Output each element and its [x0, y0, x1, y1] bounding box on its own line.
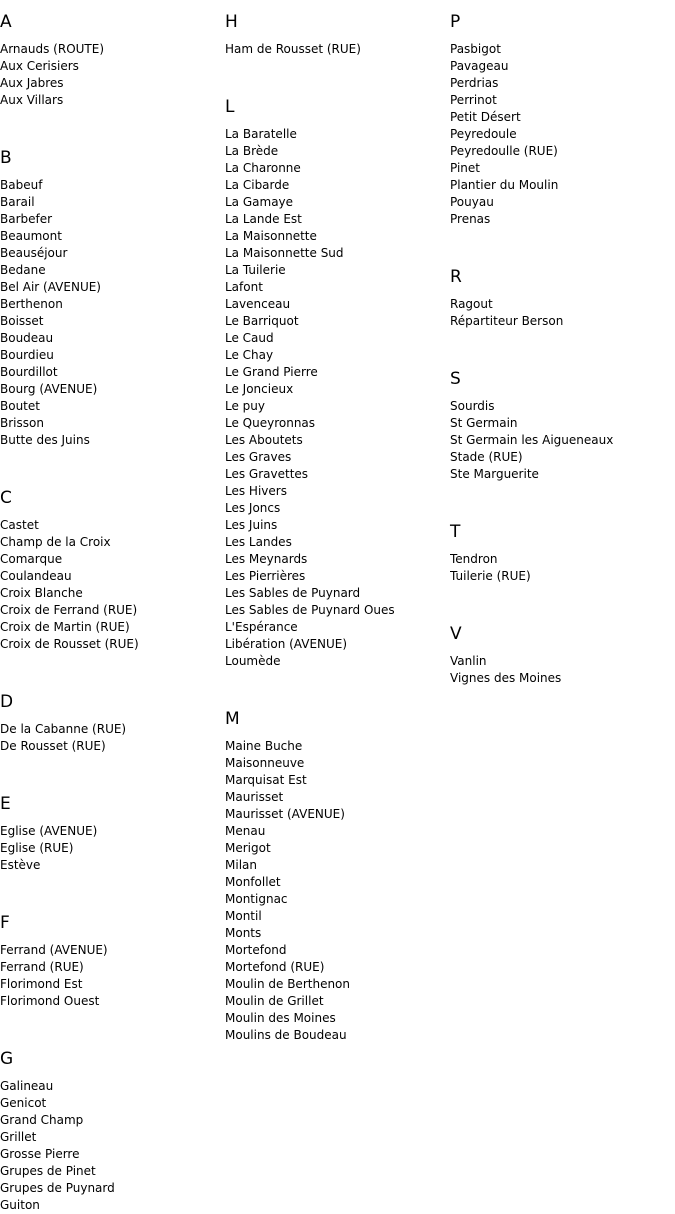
street-name: Grosse Pierre	[0, 1147, 80, 1161]
street-name: Aux Villars	[0, 93, 64, 107]
street-name: Milan	[225, 858, 257, 872]
section-spacer	[0, 755, 222, 782]
street-name: Peyredoulle (RUE)	[450, 144, 558, 158]
letter-heading: G	[0, 1049, 14, 1069]
street-list	[0, 1078, 222, 1214]
column-2	[225, 0, 447, 1044]
street-name: St Germain les Aigueneaux	[450, 433, 614, 447]
street-name: Peyredoule	[450, 127, 517, 141]
letter-heading: C	[0, 488, 12, 508]
street-name: Maisonneuve	[225, 756, 305, 770]
street-name: Moulins de Boudeau	[225, 1028, 347, 1042]
street-name: St Germain	[450, 416, 518, 430]
letter-heading: T	[450, 522, 461, 542]
street-name: Ragout	[450, 297, 493, 311]
street-name: Florimond Est	[0, 977, 83, 991]
street-name: Perdrias	[450, 76, 499, 90]
letter-section-p	[450, 11, 672, 255]
street-name: Ferrand (RUE)	[0, 960, 84, 974]
street-name: Le Grand Pierre	[225, 365, 318, 379]
letter-section-v	[450, 623, 672, 687]
street-list	[225, 41, 447, 58]
street-list	[225, 126, 447, 670]
letter-heading: M	[225, 709, 240, 729]
letter-heading: R	[450, 267, 462, 287]
street-name: Genicot	[0, 1096, 47, 1110]
street-name: Beauséjour	[0, 246, 68, 260]
street-list	[0, 41, 222, 109]
street-name: La Gamaye	[225, 195, 294, 209]
street-name: Tendron	[450, 552, 498, 566]
street-list	[0, 942, 222, 1010]
street-name: Mortefond	[225, 943, 287, 957]
street-name: Pavageau	[450, 59, 509, 73]
street-name: Estève	[0, 858, 41, 872]
letter-section-a	[0, 11, 222, 136]
street-name: Eglise (RUE)	[0, 841, 74, 855]
street-name: L'Espérance	[225, 620, 298, 634]
street-name: Les Pierrières	[225, 569, 306, 583]
letter-heading: V	[450, 624, 462, 644]
street-name: Bel Air (AVENUE)	[0, 280, 101, 294]
section-spacer	[450, 330, 672, 357]
street-name: Loumède	[225, 654, 281, 668]
street-name: La Cibarde	[225, 178, 290, 192]
street-name: Aux Jabres	[0, 76, 64, 90]
street-name: Les Joncs	[225, 501, 281, 515]
street-name: Comarque	[0, 552, 63, 566]
street-name: Arnauds (ROUTE)	[0, 42, 105, 56]
street-name: Les Hivers	[225, 484, 287, 498]
letter-section-r	[450, 266, 672, 357]
street-list	[225, 738, 447, 1044]
letter-section-b	[0, 147, 222, 476]
street-name: Les Meynards	[225, 552, 308, 566]
letter-section-s	[450, 368, 672, 510]
street-list	[0, 517, 222, 653]
street-name: Boudeau	[0, 331, 54, 345]
street-name: Maurisset (AVENUE)	[225, 807, 345, 821]
street-name: Bourg (AVENUE)	[0, 382, 98, 396]
street-name: Répartiteur Berson	[450, 314, 564, 328]
street-name: Moulin de Grillet	[225, 994, 324, 1008]
street-name: Boisset	[0, 314, 44, 328]
street-name: Beaumont	[0, 229, 62, 243]
street-name: Grupes de Puynard	[0, 1181, 115, 1195]
street-name: Les Aboutets	[225, 433, 303, 447]
street-name: Castet	[0, 518, 39, 532]
letter-heading: F	[0, 913, 10, 933]
letter-heading: P	[450, 12, 461, 32]
street-list	[450, 551, 672, 585]
street-name: La Maisonnette Sud	[225, 246, 344, 260]
letter-heading: H	[225, 12, 238, 32]
section-spacer	[0, 109, 222, 136]
street-name: Ferrand (AVENUE)	[0, 943, 108, 957]
section-spacer	[0, 874, 222, 901]
street-name: Pouyau	[450, 195, 494, 209]
street-name: Champ de la Croix	[0, 535, 111, 549]
letter-section-t	[450, 521, 672, 612]
street-list	[450, 653, 672, 687]
street-name: Les Juins	[225, 518, 278, 532]
street-name: Le Joncieux	[225, 382, 294, 396]
letter-heading: B	[0, 148, 12, 168]
street-name: La Charonne	[225, 161, 301, 175]
street-name: Merigot	[225, 841, 271, 855]
street-name: Le Barriquot	[225, 314, 299, 328]
street-name: Tuilerie (RUE)	[450, 569, 531, 583]
street-name: La Baratelle	[225, 127, 297, 141]
street-name: Galineau	[0, 1079, 54, 1093]
section-spacer	[0, 653, 222, 680]
section-spacer	[450, 585, 672, 612]
street-name: Petit Désert	[450, 110, 521, 124]
letter-heading: D	[0, 692, 14, 712]
street-name: Le Chay	[225, 348, 274, 362]
street-name: Florimond Ouest	[0, 994, 100, 1008]
street-name: Grillet	[0, 1130, 37, 1144]
street-name: Maine Buche	[225, 739, 303, 753]
street-name: Barail	[0, 195, 35, 209]
street-name: Les Sables de Puynard	[225, 586, 361, 600]
street-name: Eglise (AVENUE)	[0, 824, 98, 838]
letter-section-c	[0, 487, 222, 680]
street-list	[0, 823, 222, 874]
street-name: Perrinot	[450, 93, 497, 107]
street-name: De la Cabanne (RUE)	[0, 722, 127, 736]
street-name: Berthenon	[0, 297, 63, 311]
street-name: Sourdis	[450, 399, 495, 413]
street-name: Menau	[225, 824, 266, 838]
street-name: Lafont	[225, 280, 263, 294]
street-name: Aux Cerisiers	[0, 59, 79, 73]
letter-heading: S	[450, 369, 461, 389]
street-name: Le Caud	[225, 331, 274, 345]
street-name: Croix de Rousset (RUE)	[0, 637, 139, 651]
street-name: Marquisat Est	[225, 773, 307, 787]
street-name: La Tuilerie	[225, 263, 286, 277]
street-name: Les Gravettes	[225, 467, 309, 481]
street-name: Bourdillot	[0, 365, 58, 379]
letter-section-e	[0, 793, 222, 901]
street-name: Brisson	[0, 416, 44, 430]
street-name: Montignac	[225, 892, 288, 906]
column-3	[450, 0, 672, 687]
street-name: Moulin des Moines	[225, 1011, 336, 1025]
letter-section-h	[225, 11, 447, 85]
street-name: Les Graves	[225, 450, 292, 464]
street-name: Ste Marguerite	[450, 467, 539, 481]
street-name: Coulandeau	[0, 569, 72, 583]
street-name: Mortefond (RUE)	[225, 960, 325, 974]
street-name: Croix de Ferrand (RUE)	[0, 603, 138, 617]
street-name: Monts	[225, 926, 262, 940]
street-name: La Maisonnette	[225, 229, 317, 243]
street-list	[0, 177, 222, 449]
street-name: Pinet	[450, 161, 480, 175]
street-name: Croix Blanche	[0, 586, 83, 600]
section-spacer	[450, 228, 672, 255]
street-name: Boutet	[0, 399, 40, 413]
letter-heading: E	[0, 794, 11, 814]
street-list	[450, 296, 672, 330]
street-name: Le Queyronnas	[225, 416, 316, 430]
section-spacer	[225, 58, 447, 85]
section-spacer	[0, 449, 222, 476]
street-list	[0, 721, 222, 755]
street-name: Guiton	[0, 1198, 40, 1212]
street-list	[450, 41, 672, 228]
street-name: Bedane	[0, 263, 46, 277]
street-name: Grupes de Pinet	[0, 1164, 96, 1178]
street-name: La Lande Est	[225, 212, 302, 226]
street-name: La Brède	[225, 144, 279, 158]
street-name: Croix de Martin (RUE)	[0, 620, 130, 634]
street-name: Stade (RUE)	[450, 450, 523, 464]
section-spacer	[450, 483, 672, 510]
street-name: Libération (AVENUE)	[225, 637, 348, 651]
section-spacer	[225, 670, 447, 697]
section-spacer	[0, 1010, 222, 1037]
street-name: Grand Champ	[0, 1113, 84, 1127]
street-name: Montil	[225, 909, 262, 923]
street-name: Lavenceau	[225, 297, 291, 311]
letter-heading: A	[0, 12, 12, 32]
street-name: Barbefer	[0, 212, 53, 226]
street-name: Maurisset	[225, 790, 284, 804]
street-name: Butte des Juins	[0, 433, 90, 447]
letter-section-m	[225, 708, 447, 1044]
street-name: Babeuf	[0, 178, 43, 192]
street-list	[450, 398, 672, 483]
street-name: Bourdieu	[0, 348, 54, 362]
street-name: Monfollet	[225, 875, 281, 889]
street-name: Moulin de Berthenon	[225, 977, 350, 991]
street-name: Les Sables de Puynard Oues	[225, 603, 395, 617]
letter-section-g	[0, 1048, 222, 1214]
street-name: Plantier du Moulin	[450, 178, 559, 192]
street-name: Vignes des Moines	[450, 671, 562, 685]
street-name: Les Landes	[225, 535, 292, 549]
letter-section-l	[225, 96, 447, 697]
column-1	[0, 0, 222, 1214]
street-name: Prenas	[450, 212, 491, 226]
letter-section-f	[0, 912, 222, 1037]
street-name: De Rousset (RUE)	[0, 739, 106, 753]
street-name: Le puy	[225, 399, 265, 413]
letter-section-d	[0, 691, 222, 782]
street-name: Vanlin	[450, 654, 487, 668]
street-name: Ham de Rousset (RUE)	[225, 42, 361, 56]
street-name: Pasbigot	[450, 42, 501, 56]
letter-heading: L	[225, 97, 235, 117]
